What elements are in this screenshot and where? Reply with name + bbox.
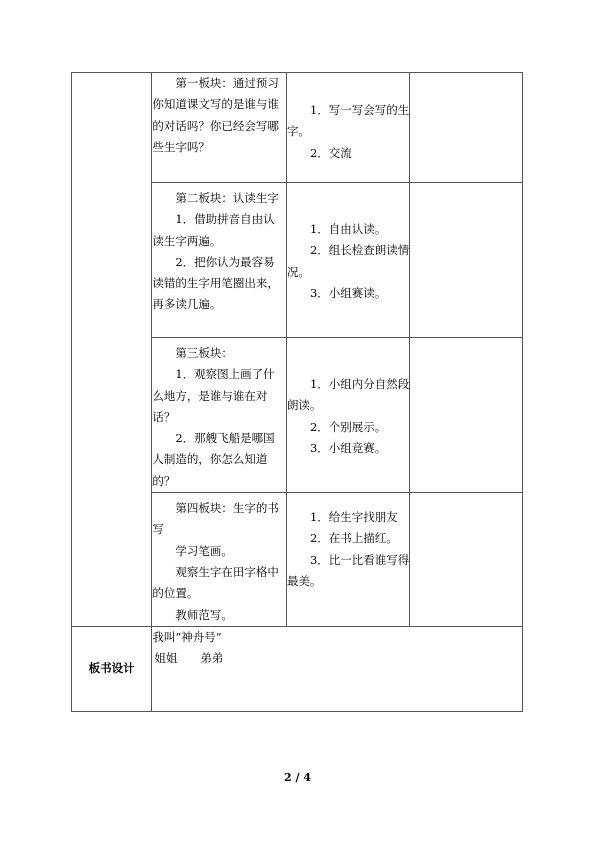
board-line: 我叫“神舟号” [152, 629, 222, 644]
student-item: 3．比一比看谁写得最美。 [286, 552, 410, 588]
board-design-label: 板书设计 [72, 626, 152, 711]
student-item: 3．小组赛读。 [309, 285, 387, 300]
student-item: 1．小组内分自然段朗读。 [286, 377, 410, 413]
block-text: 教师范写。 [175, 607, 233, 622]
block-text: 2．那艘飞船是哪国人制造的，你怎么知道的？ [152, 431, 275, 488]
student-activity-cell [286, 338, 410, 493]
student-item: 1．给生字找朋友 [309, 510, 398, 525]
student-item: 3．小组竞赛。 [309, 440, 387, 455]
lesson-plan-table [71, 72, 523, 712]
block-title: 第二板块：认读生字 [175, 191, 279, 205]
block-title: 第三板块： [175, 346, 233, 360]
label-cell-empty [72, 73, 152, 627]
student-item: 1．写一写会写的生字。 [286, 103, 410, 139]
notes-cell [410, 73, 523, 183]
block-text: 2．把你认为最容易读错的生字用笔圈出来，再多读几遍。 [152, 254, 279, 312]
block-text: 第一板块：通过预习你知道课文写的是谁与谁的对话吗？你已经会写哪些生字吗？ [152, 76, 279, 154]
block-text: 学习笔画。 [175, 543, 233, 558]
notes-cell [410, 338, 523, 493]
student-item: 2．在书上描红。 [309, 531, 398, 546]
block-text: 观察生字在田字格中的位置。 [152, 564, 279, 601]
block-title: 第四板块：生字的书写 [152, 501, 279, 537]
student-item: 2．交流 [309, 145, 352, 160]
table-row [72, 626, 523, 711]
teacher-activity-cell [152, 493, 287, 627]
notes-cell [410, 493, 523, 627]
student-item: 1．自由认读。 [309, 222, 387, 236]
table-row [72, 73, 523, 183]
teacher-activity-cell [152, 338, 287, 493]
page-number: 2 / 4 [284, 771, 311, 784]
student-activity-cell [286, 73, 410, 183]
board-design-content [152, 626, 523, 711]
student-activity-cell [286, 493, 410, 627]
block-text: 1．借助拼音自由认读生字两遍。 [152, 212, 275, 248]
student-item: 2．组长检查朗读情况。 [286, 243, 410, 279]
student-activity-cell [286, 183, 410, 338]
block-text: 1．观察图上画了什么地方，是谁与谁在对话？ [152, 367, 275, 424]
board-line: 姐姐 弟弟 [154, 651, 224, 666]
teacher-activity-cell [152, 73, 287, 183]
student-item: 2．个别展示。 [309, 419, 387, 434]
notes-cell [410, 183, 523, 338]
teacher-activity-cell [152, 183, 287, 338]
